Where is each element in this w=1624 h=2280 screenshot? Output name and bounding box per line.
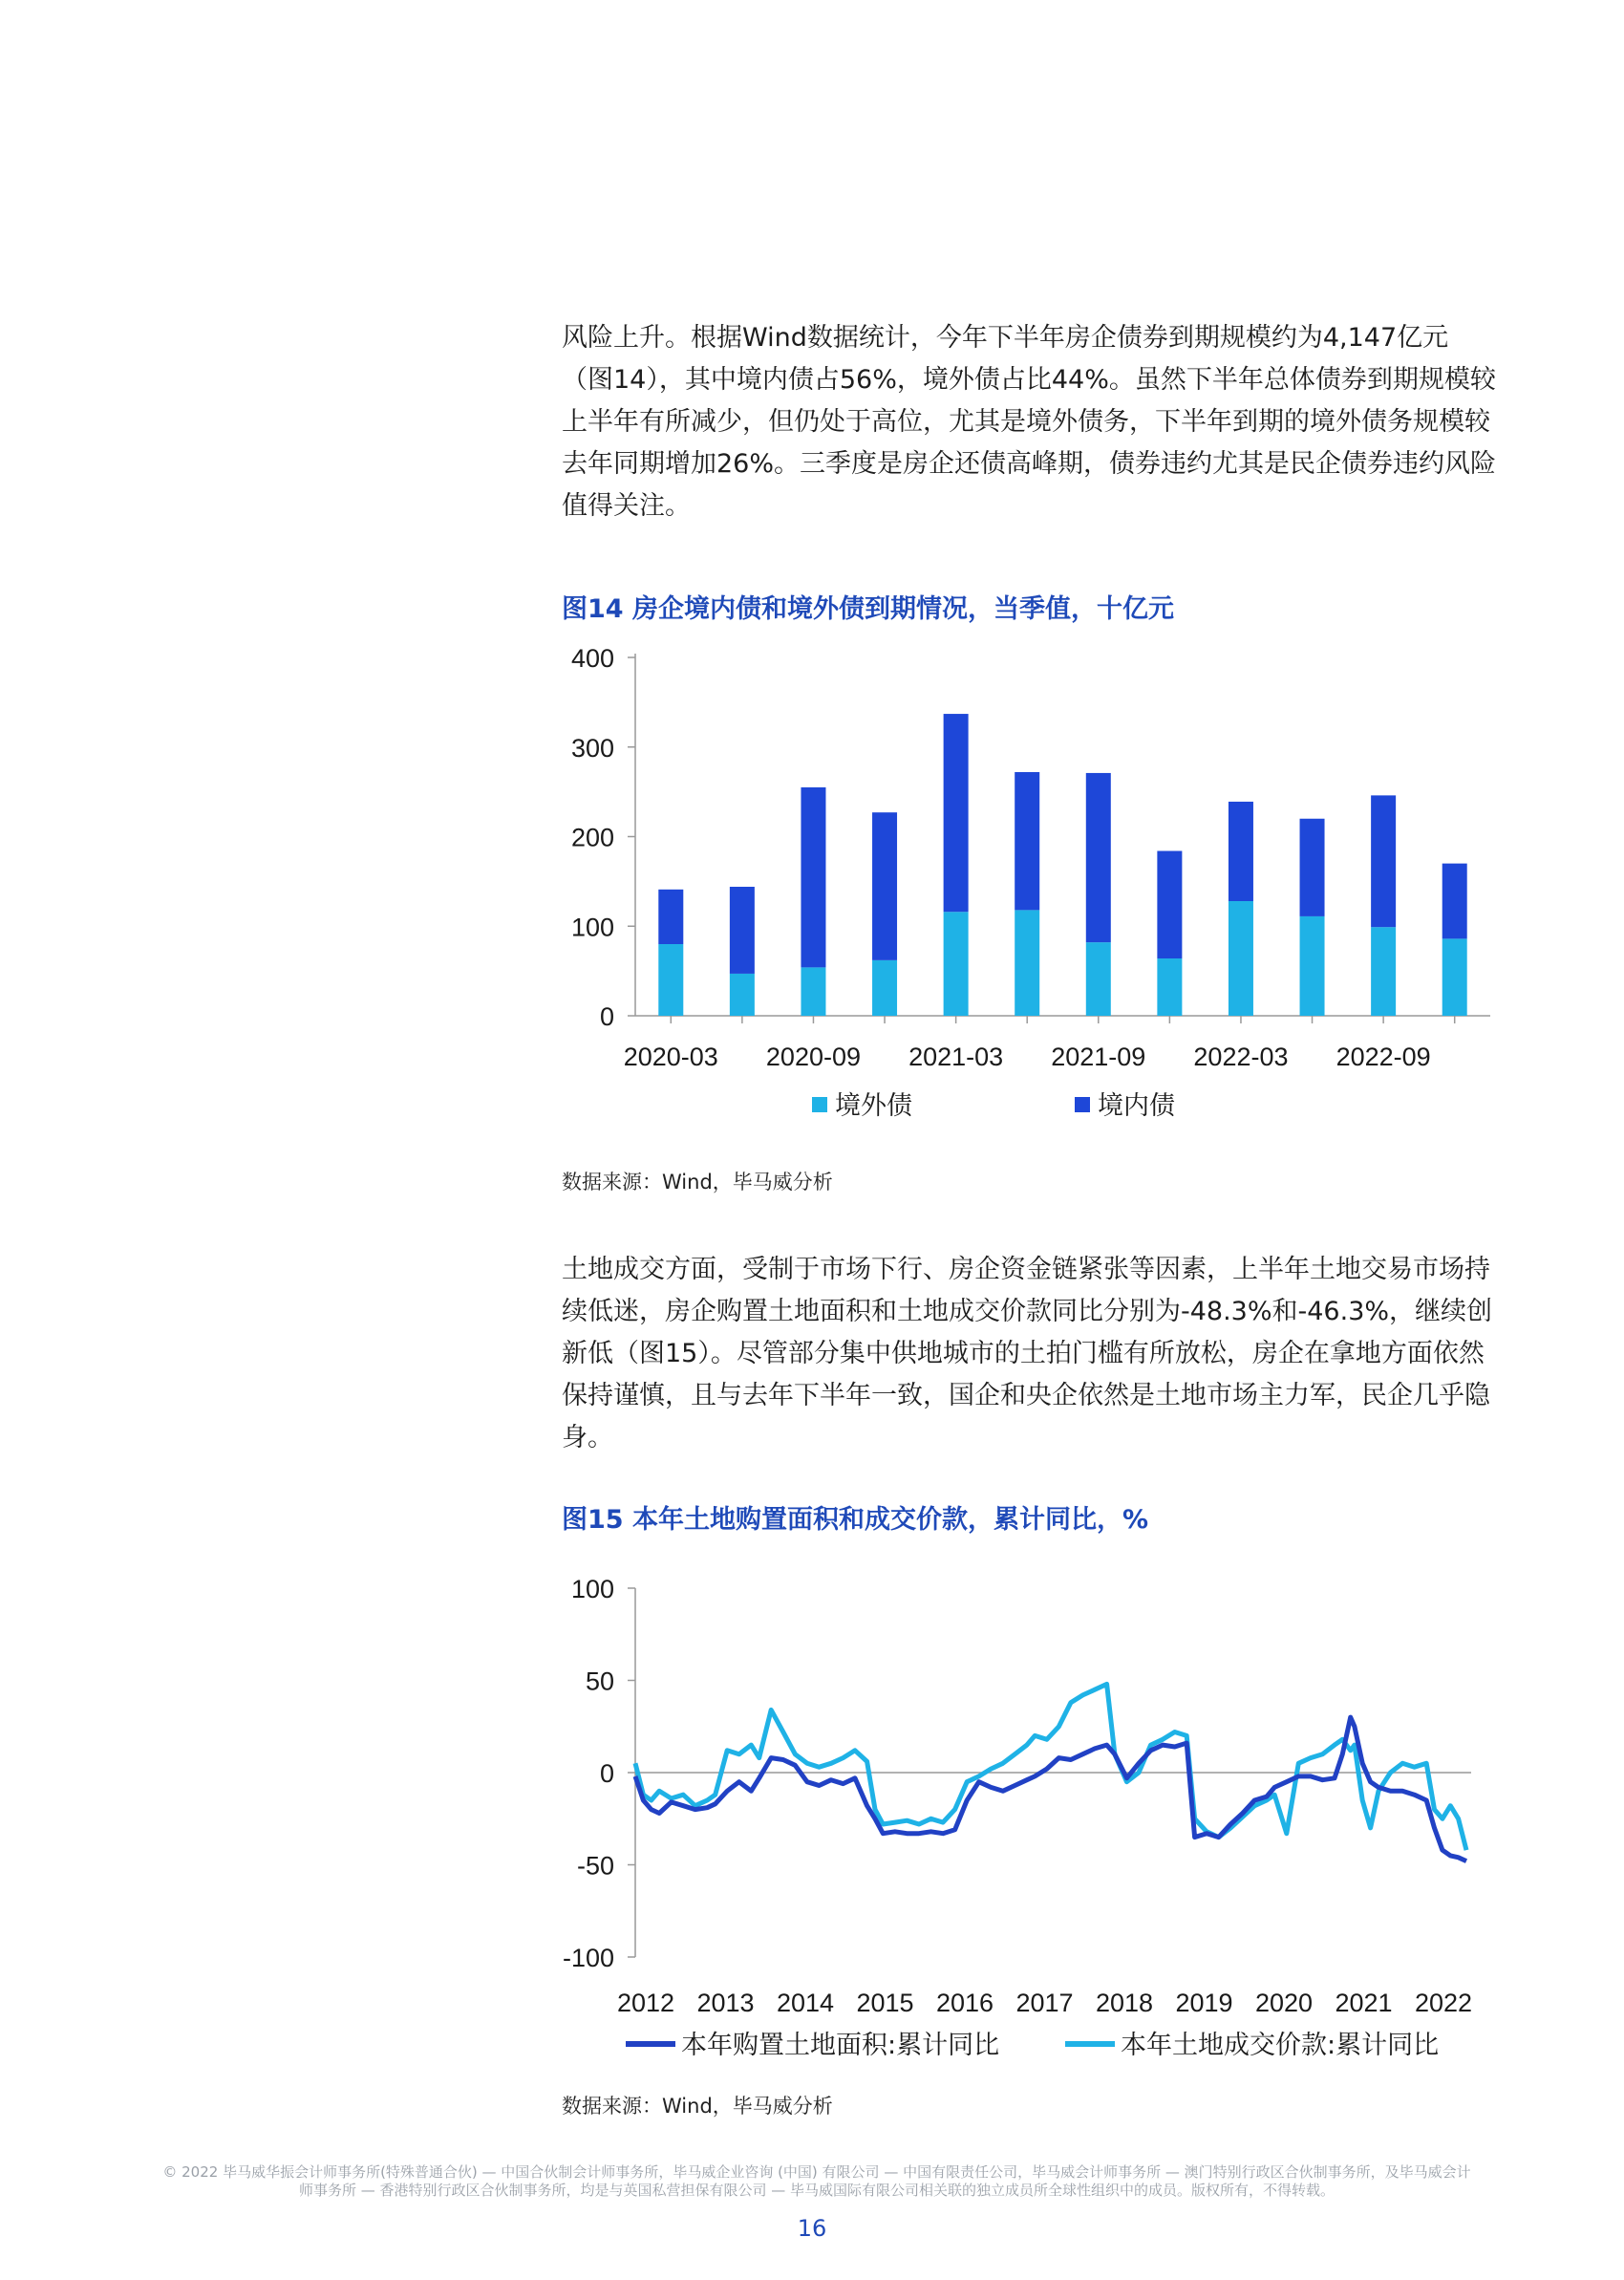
bar-overseas-2020-06 <box>730 974 755 1016</box>
legend-label-0: 本年购置土地面积:累计同比 <box>681 2031 1000 2060</box>
x-tick-label: 2022-03 <box>1193 1043 1289 1071</box>
figure-14-chart <box>0 631 1624 1147</box>
y-tick-label: 300 <box>570 733 614 763</box>
bar-overseas-2022-03 <box>1229 901 1253 1016</box>
x-tick-label: 2020-03 <box>623 1043 718 1071</box>
figure-15-title: 图15 本年土地购置面积和成交价款，累计同比，% <box>562 1505 1149 1535</box>
x-tick-label: 2022 <box>1414 1989 1473 2017</box>
y-tick-label: 0 <box>599 1759 614 1788</box>
x-tick-label: 2022-09 <box>1336 1043 1431 1071</box>
bar-domestic-2022-03 <box>1229 802 1253 901</box>
page-number: 16 <box>797 2215 827 2242</box>
bar-overseas-2021-09 <box>1086 942 1111 1016</box>
bar-overseas-2020-03 <box>658 944 683 1016</box>
bar-domestic-2022-12 <box>1442 864 1467 939</box>
legend-label-1: 本年土地成交价款:累计同比 <box>1121 2031 1440 2060</box>
x-tick-label: 2012 <box>616 1989 675 2017</box>
figure-14-title: 图14 房企境内债和境外债到期情况，当季值，十亿元 <box>562 594 1174 624</box>
x-tick-label: 2020 <box>1254 1989 1314 2017</box>
y-tick-label: 200 <box>570 823 614 852</box>
y-tick-label: -50 <box>576 1851 614 1881</box>
bar-overseas-2022-12 <box>1442 938 1467 1016</box>
bar-overseas-2021-03 <box>944 912 969 1016</box>
bar-overseas-2022-09 <box>1371 927 1396 1016</box>
legend-swatch-1 <box>1075 1097 1090 1112</box>
x-tick-label: 2015 <box>856 1989 914 2017</box>
bar-domestic-2020-06 <box>730 887 755 974</box>
y-tick-label: 50 <box>585 1667 614 1696</box>
y-tick-label: -100 <box>562 1944 614 1972</box>
x-tick-label: 2020-09 <box>765 1043 862 1071</box>
bar-overseas-2021-12 <box>1157 958 1182 1016</box>
x-tick-label: 2021-03 <box>908 1043 1004 1071</box>
y-tick-label: 100 <box>570 1575 614 1603</box>
x-tick-label: 2017 <box>1015 1989 1074 2017</box>
x-tick-label: 2021-09 <box>1051 1043 1146 1071</box>
bar-domestic-2021-03 <box>944 714 969 912</box>
y-tick-label: 0 <box>599 1002 614 1031</box>
y-tick-label: 400 <box>570 644 614 673</box>
body-paragraph-2: 土地成交方面，受制于市场下行、房企资金链紧张等因素，上半年土地交易市场持续低迷，房企购置土地面积和土地成交价款同比分别为-48.3%和-46.3%，继续创新低（图15）。尽管部分集中供地城市的土拍门槛有所放松，房企在拿地方面依然保持谨慎，且与去年下半年一致，国企和央企依然是土地市场主力军，民企几乎隐身。 <box>562 1255 1493 1452</box>
bar-domestic-2020-12 <box>872 812 897 960</box>
x-tick-label: 2016 <box>935 1989 994 2017</box>
bar-domestic-2021-12 <box>1157 851 1182 959</box>
x-tick-label: 2021 <box>1335 1989 1393 2017</box>
x-tick-label: 2014 <box>776 1989 835 2017</box>
bar-domestic-2022-09 <box>1371 795 1396 927</box>
bar-overseas-2021-06 <box>1015 910 1039 1016</box>
x-tick-label: 2013 <box>696 1989 755 2017</box>
bar-domestic-2020-09 <box>801 787 825 967</box>
legend-label-1: 境内债 <box>1098 1091 1175 1121</box>
bar-domestic-2021-09 <box>1086 773 1111 942</box>
copyright-footer: © 2022 毕马威华振会计师事务所(特殊普通合伙) — 中国合伙制会计师事务所，毕马威企业咨询 (中国) 有限公司 — 中国有限责任公司，毕马威会计师事务所 — 澳门特别行政区合伙制事务所，及毕马威会计师事务所 — 香港特别行政区合伙制事务所，均是与英国私营担保有限公司 — 毕马威国际有限公司相关联的独立成员所全球性组织中的成员。版权所有，不得转载。 <box>162 2163 1471 2199</box>
bar-overseas-2020-09 <box>801 967 825 1016</box>
legend-swatch-0 <box>812 1097 827 1112</box>
figure-15-chart <box>0 1548 1624 2064</box>
legend-label-0: 境外债 <box>835 1091 912 1121</box>
body-paragraph-1: 风险上升。根据Wind数据统计，今年下半年房企债券到期规模约为4,147亿元（图14），其中境内债占56%，境外债占比44%。虽然下半年总体债券到期规模较上半年有所减少，但仍处于高位，尤其是境外债务，下半年到期的境外债务规模较去年同期增加26%。三季度是房企还债高峰期，债券违约尤其是民企债券违约风险值得关注。 <box>562 323 1497 521</box>
bar-overseas-2020-12 <box>872 960 897 1016</box>
figure-15-source: 数据来源：Wind，毕马威分析 <box>562 2095 833 2118</box>
bar-overseas-2022-06 <box>1300 916 1325 1016</box>
x-tick-label: 2018 <box>1095 1989 1154 2017</box>
y-tick-label: 100 <box>570 913 614 942</box>
bar-domestic-2021-06 <box>1015 772 1039 910</box>
figure-14-source: 数据来源：Wind，毕马威分析 <box>562 1171 833 1194</box>
bar-domestic-2022-06 <box>1300 819 1325 916</box>
bar-domestic-2020-03 <box>658 890 683 944</box>
x-tick-label: 2019 <box>1175 1989 1233 2017</box>
